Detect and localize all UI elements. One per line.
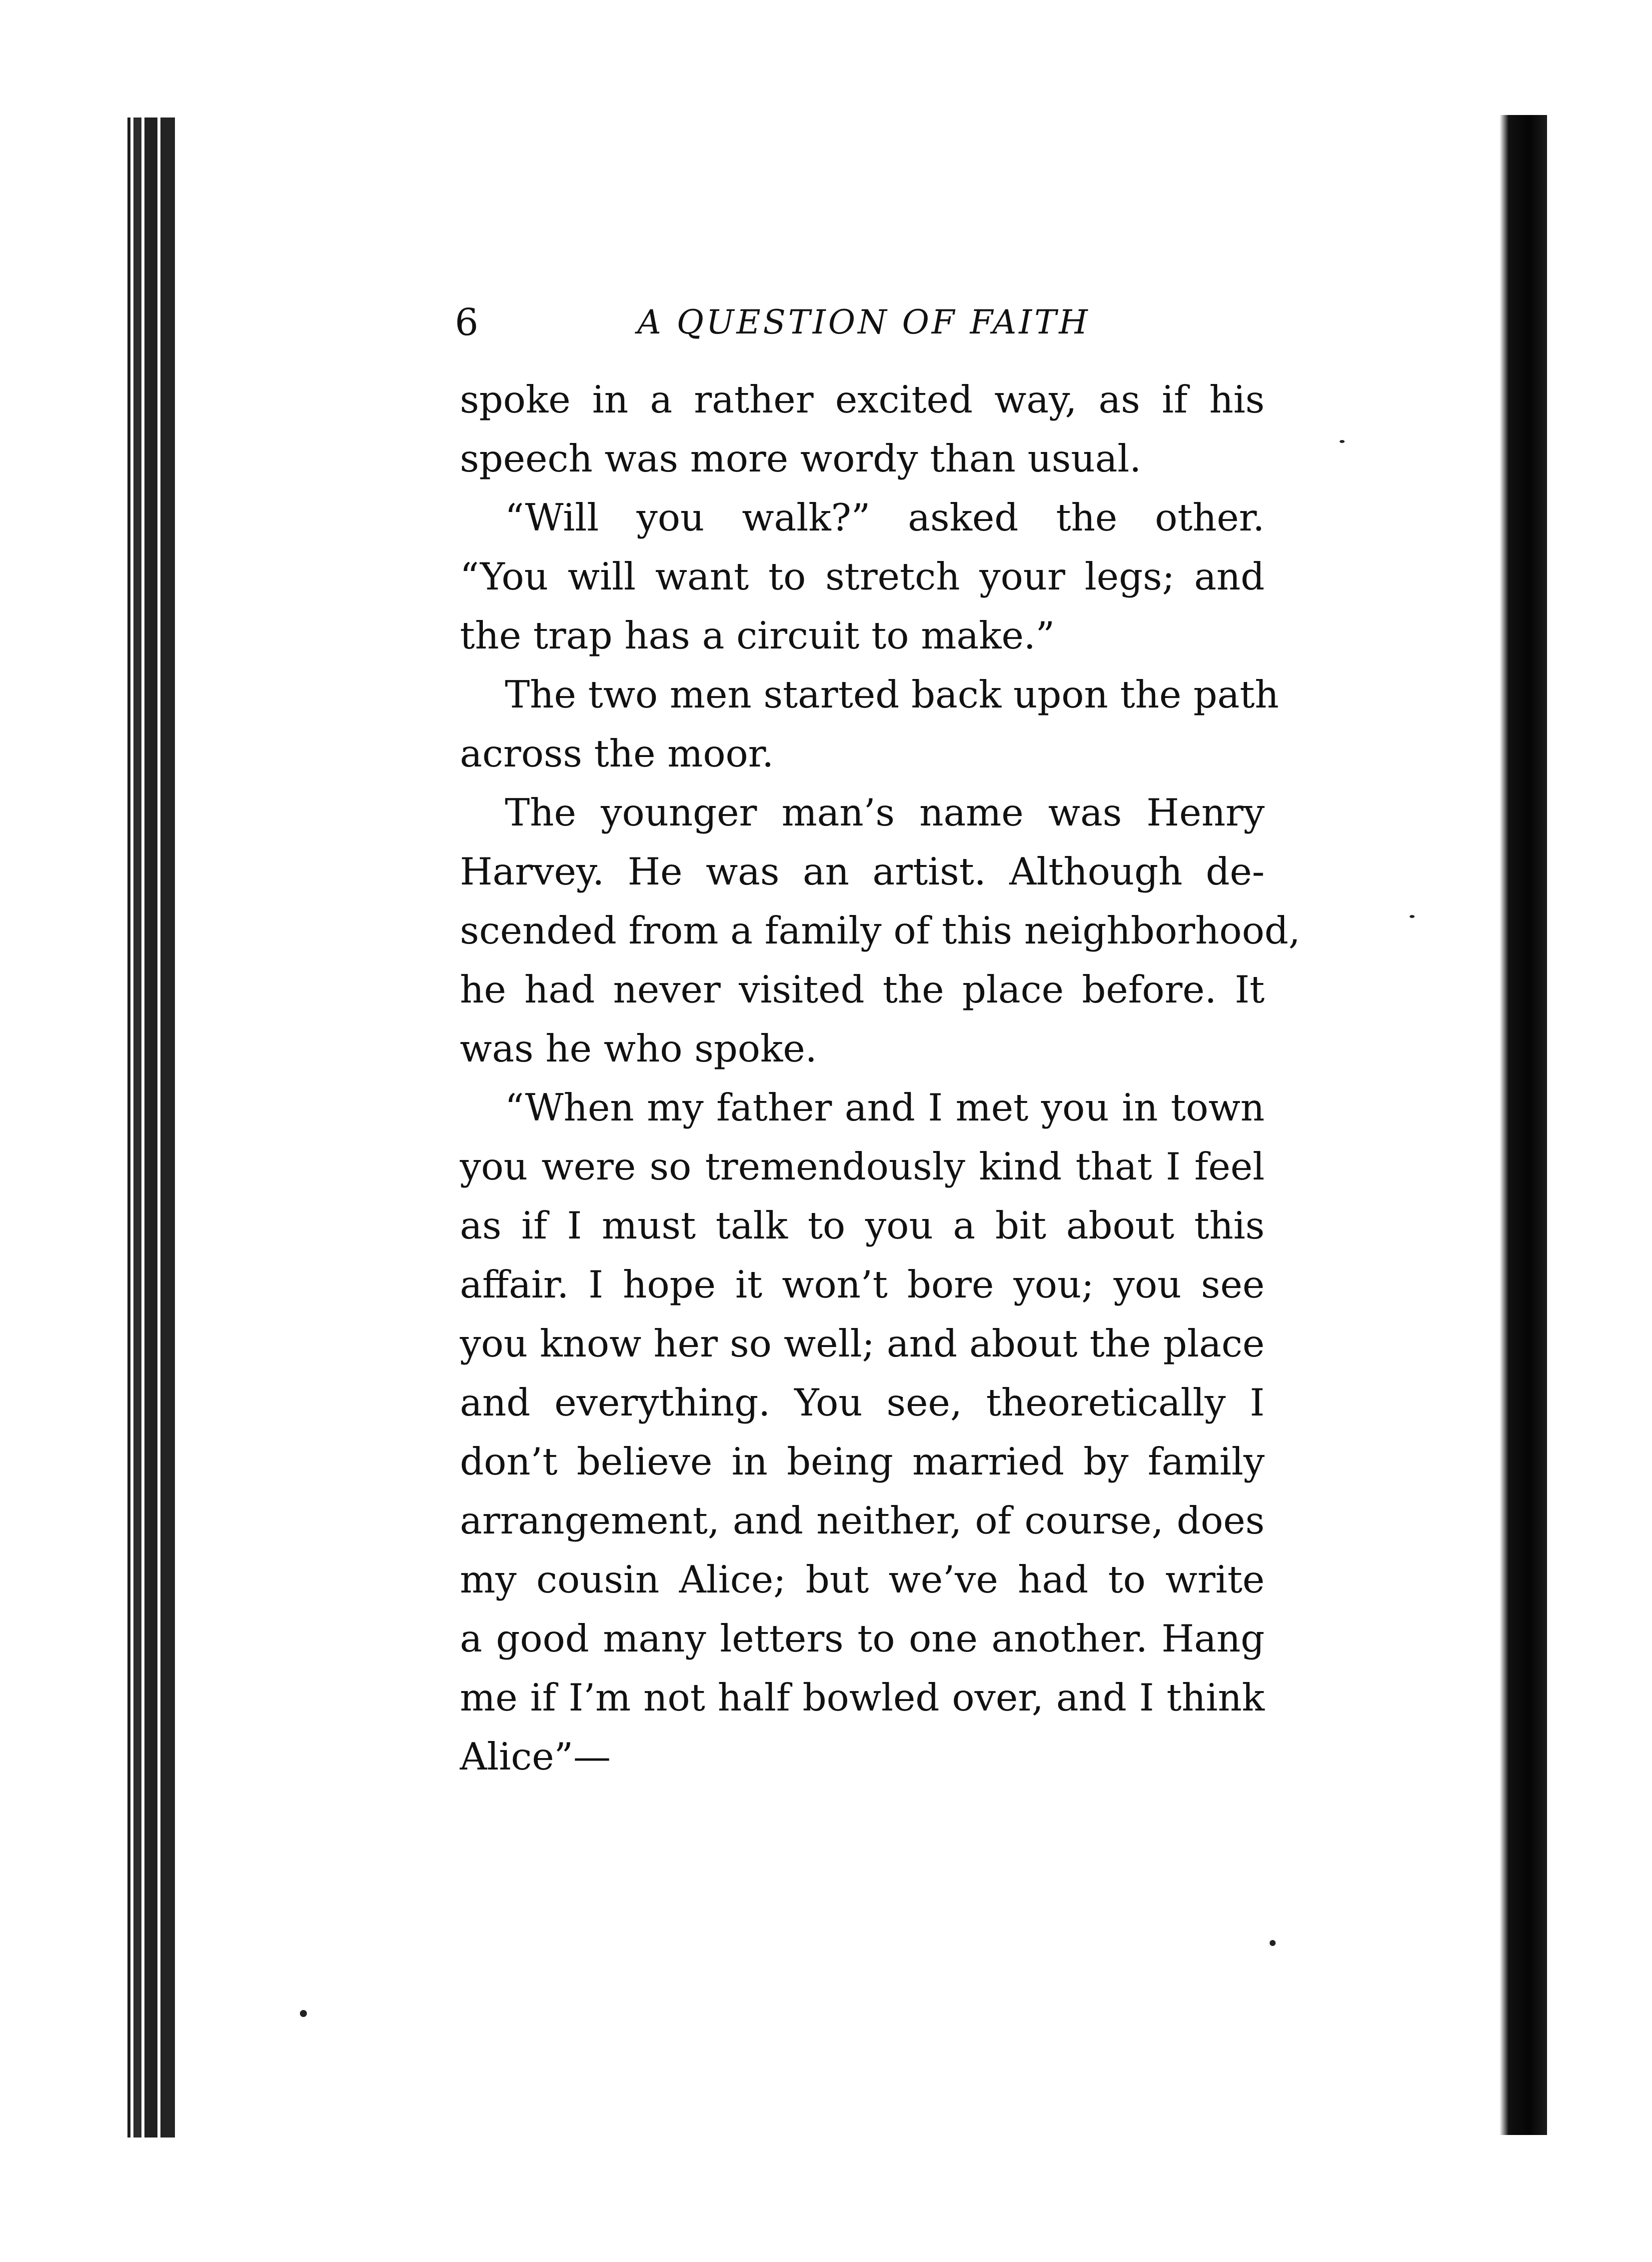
text-line: my cousin Alice; but we’ve had to write — [460, 1558, 1265, 1602]
text-line: “You will want to stretch your legs; and — [460, 554, 1265, 598]
text-line: the trap has a circuit to make.” — [460, 614, 1055, 658]
text-line: you were so tremendously kind that I feel — [460, 1144, 1265, 1188]
text-line: arrangement, and neither, of course, does — [460, 1498, 1265, 1542]
book-spine-edge-left — [127, 118, 175, 2138]
dust-speck — [1270, 1940, 1276, 1946]
text-line: you know her so well; and about the place — [460, 1322, 1265, 1366]
text-line: “Will you walk?” asked the other. — [505, 496, 1265, 540]
text-line: Harvey. He was an artist. Although de- — [460, 850, 1265, 894]
text-line: The younger man’s name was Henry — [505, 790, 1265, 834]
text-line: speech was more wordy than usual. — [460, 436, 1142, 480]
running-head — [455, 295, 1275, 350]
text-line: spoke in a rather excited way, as if his — [460, 378, 1265, 422]
text-line: The two men started back upon the path — [505, 672, 1279, 716]
book-spine-edge-right — [1500, 115, 1547, 2135]
text-line: affair. I hope it won’t bore you; you see — [460, 1262, 1265, 1306]
text-line: don’t believe in being married by family — [460, 1440, 1265, 1484]
page-number: 6 — [455, 301, 479, 344]
dust-speck — [300, 2010, 307, 2017]
text-line: a good many letters to one another. Hang — [460, 1616, 1265, 1660]
dust-speck — [1340, 440, 1345, 443]
text-line: “When my father and I met you in town — [505, 1086, 1265, 1130]
text-line: was he who spoke. — [460, 1026, 817, 1070]
text-line: as if I must talk to you a bit about this — [460, 1204, 1265, 1248]
text-line: Alice”— — [460, 1734, 611, 1778]
text-line: scended from a family of this neighborhood, — [460, 908, 1301, 952]
body-text — [460, 370, 1301, 1786]
text-line: across the moor. — [460, 732, 774, 776]
text-line: he had never visited the place before. It — [460, 968, 1265, 1012]
dust-speck — [1410, 915, 1415, 918]
book-title: A QUESTION OF FAITH — [637, 303, 1090, 342]
text-line: and everything. You see, theoretically I — [460, 1380, 1265, 1424]
text-line: me if I’m not half bowled over, and I think — [460, 1676, 1265, 1720]
